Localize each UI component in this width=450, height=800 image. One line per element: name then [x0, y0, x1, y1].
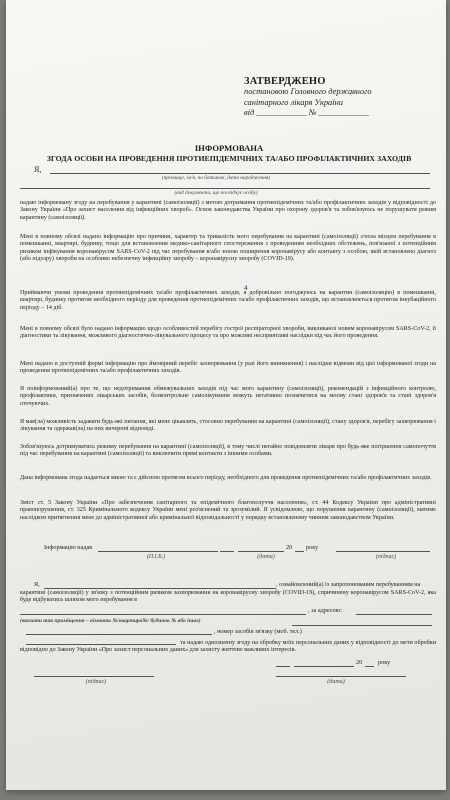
paragraph-3: Приймаючи умови проведення протиепідемічних та/або профілактичних заходів, я добровільно погоджуюсь на карантин (самоізоляцію) в помешканні, квартирі, будинку протягом необхідного періоду для проведення протиепідемічних та/або профілактичних заходів, що встановлюється протягом інкубаційного періоду – 14 діб.: [20, 290, 436, 311]
section2-year: 20: [356, 659, 363, 666]
section2-address-line-2: [292, 625, 432, 626]
section2-place-line: [20, 614, 306, 615]
sig1-name-line: [98, 551, 218, 552]
section2-address-line-3: [26, 634, 212, 635]
paragraph-2: Мені в повному обсязі надано інформацію про причини, характер та тривалість мого перебування на карантині (самоізоляції) з/поза місцем перебування в помешканні, квартирі, будинку, тощо для встановлення медико-санітарного спостереження з проведенням необхідних обстежень, пов'язаної з потенційним ризиком інфікування коронавірусом SARS-CoV-2 під час перебування в/або зоною поширення коронавірусу або контакту з особою, якій встановлено діагноз (або підозру) хвороби на особливо небезпечну інфекційну хворобу – коронавірусну хворобу (COVID-19).: [20, 234, 436, 263]
section2-name-line: [44, 588, 276, 589]
section2-ya-tail: , ознайомлений(а) із запропонованим перебуванням на: [276, 581, 421, 588]
section2-sign-line: [34, 676, 154, 677]
section2-phone-label: , номер засобів зв'язку (моб. тел.): [214, 628, 302, 635]
sig1-year: 20: [286, 544, 293, 551]
sig1-year-line: [295, 551, 304, 552]
section2-consent: та надаю однозначну згоду на обробку моїх персональних даних у відповідності до мети обробки відповідно до Закону України «Про захист персональних даних» для захисту життєво важливих інтересів.: [20, 640, 436, 654]
document-page: [6, 0, 446, 790]
hint-name: (прізвище, ім'я, по батькові, дата народження): [161, 175, 271, 181]
sig1-year-suffix: року: [306, 544, 319, 551]
sig1-month-line: [238, 551, 284, 552]
sig1-hint-sign: (підпис): [375, 554, 397, 560]
name-line: [50, 173, 430, 174]
section2-day-line: [276, 666, 290, 667]
approval-block: [244, 76, 440, 119]
sig1-day-line: [220, 551, 234, 552]
section2-date-line: [276, 676, 406, 677]
approval-line-2: санітарного лікаря України: [244, 97, 343, 107]
section2-hint-sign: (підпис): [85, 679, 107, 685]
section2-month-line: [294, 666, 354, 667]
section2-hint-date: (дата): [327, 679, 345, 685]
paragraph-6: Я поінформований(а) про те, що недотримання обмежувальних заходів під час мого карантину (самоізоляції), рекомендацій з інфекційного контролю, профілактики, призначених лікарських засобів, безконтрольне самолікування можуть негативно позначитися на моєму стані здоров'я та стані здоров'я оточуючих.: [20, 386, 436, 407]
sig1-hint-pib: (П.І.Б.): [146, 554, 166, 560]
document-subtitle: ЗГОДА ОСОБИ НА ПРОВЕДЕННЯ ПРОТИЕПІДЕМІЧНИХ ТА/АБО ПРОФІЛАКТИЧНИХ ЗАХОДІВ: [46, 154, 412, 163]
approval-title: ЗАТВЕРДЖЕНО: [244, 76, 326, 87]
paragraph-9: Дана інформована згода надається мною та є дійсною протягом всього періоду, необхідного для проведення протиепідемічних та/або профілактичних заходів.: [20, 475, 432, 481]
section2-ya: Я,: [34, 581, 40, 588]
paragraph-7: Я мав(ла) можливість задавати будь-які питання, які мене цікавлять, стосовно перебування на карантині (самоізоляції), стану здоров'я, перебігу захворювання і лікування та одержав(ла) на них вичерпні відповіді.: [20, 419, 436, 433]
paragraph-4: Мені в повному обсязі було надано інформацію щодо особливостей перебігу гострої респіраторної хвороби, викликаної новим коронавірусом SARS-CoV-2, її діагностики та лікування, можливого діагностично-лікувального процесу та про можливі несприятливі наслідки під час його проведення.: [20, 326, 436, 340]
handwritten-mark: 4: [244, 285, 248, 292]
intro-ya: Я,: [34, 165, 42, 174]
paragraph-10: Зміст ст. 5 Закону України «Про забезпечення санітарного та епідемічного благополуччя населення», ст. 44 Кодексу України про адміністративні правопорушення, ст. 325 Кримінального кодексу України мені роз'яснений та зрозумілий. Я усвідомлюю, що порушення карантину (самоізоляції), матиме наслідком притягнення мене до адміністративної або кримінальної відповідальності у порядку встановленому чинним законодавством України.: [20, 500, 436, 521]
document-title: ІНФОРМОВАНА: [194, 143, 264, 153]
paragraph-1: надаю інформовану згоду на перебування у карантині (самоізоляції) з метою дотримання протиепідемічних та/або профілактичних заходів у відповідності до Закону України «Про захист населення від інфекційних хвороб». Основ законодавства України про охорону здоров'я та зобов'язуюсь не порушувати режим карантину (самоізоляції).: [20, 200, 436, 221]
section2-address-label: , за адресою:: [308, 607, 342, 614]
paragraph-5: Мені надано в доступній формі інформацію про ймовірний перебіг захворювання (у разі його виникнення) і наслідки відмови від цієї інформованої згоди на проведення протиепідемічних та/або профілактичних заходів.: [20, 361, 436, 375]
section2-address-line: [356, 614, 432, 615]
info-provided-label: Інформацію надав: [44, 544, 93, 551]
approval-line-1: постановою Головного державного: [244, 87, 372, 96]
section2-address-hint: (вказати так приміщення – кімната №/квартира№/ будинок № або інше): [20, 618, 201, 624]
document-line: [20, 188, 430, 189]
section2-year-line: [365, 666, 374, 667]
section2-body: карантині (самоізоляції) у зв'язку з потенційним ризиком захворювання на коронавірусну хворобу (COVID-19), спричинену коронавірусом SARS-CoV-2, яка буде відбуватись шляхом мого перебування в: [20, 590, 436, 604]
approval-line-3: від ____________ № ____________: [244, 108, 369, 118]
paragraph-8: Зобов'язуюсь дотримуватись режиму перебування на карантині (самоізоляції), в тому числі негайно повідомляти лікаря про будь-яке погіршення самопочуття під час перебування на карантині (самоізоляції) та виключити прямі контакти з іншими особами.: [20, 444, 436, 458]
hint-document: (вид документа, що посвідчує особу): [174, 190, 258, 196]
sig1-hint-date: (дата): [257, 554, 275, 560]
section2-year-suffix: року: [378, 659, 391, 666]
sig1-sign-line: [336, 551, 430, 552]
